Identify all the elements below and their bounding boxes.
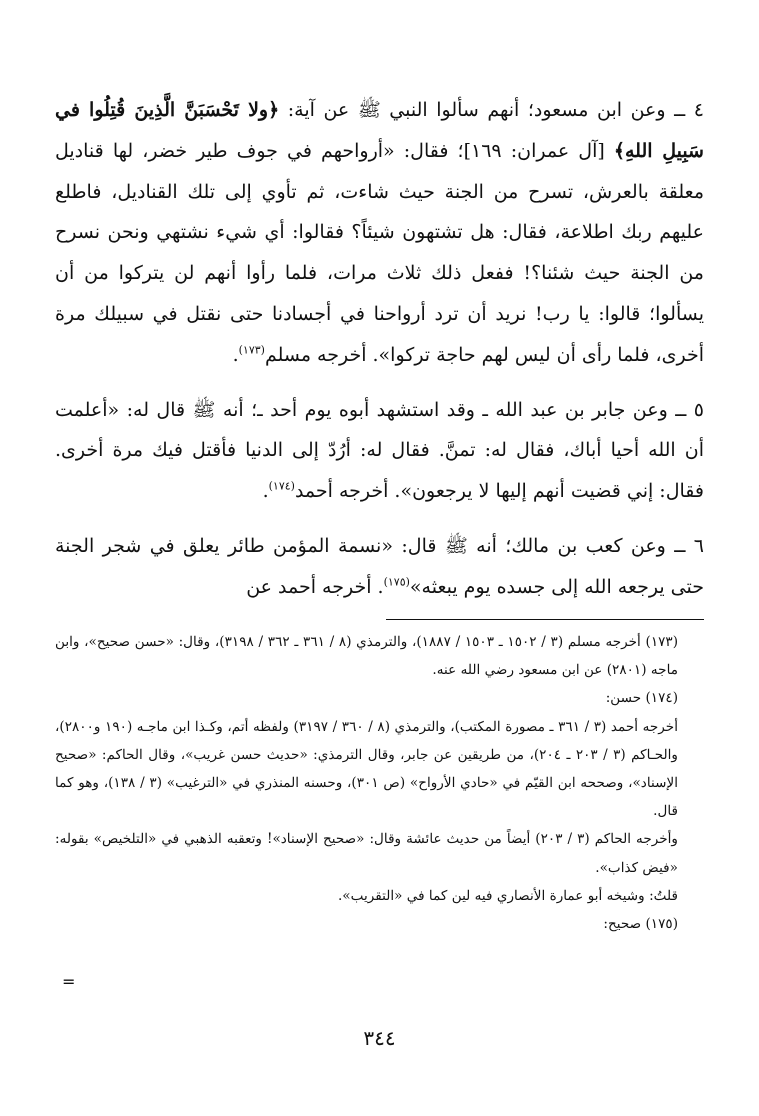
hadith-4-end: . <box>232 343 239 366</box>
main-text <box>55 90 704 608</box>
hadith-6-text: ٦ ــ وعن كعب بن مالك؛ أنه ﷺ قال: «نسمة المؤمن طائر يعلق في شجر الجنة حتى يرجعه الله إلى جسده يوم يبعثه» <box>55 534 704 598</box>
footnote-ref-175: (١٧٥) <box>383 575 410 589</box>
page-number: ٣٤٤ <box>363 1026 396 1050</box>
hadith-6 <box>55 526 704 608</box>
hadith-4 <box>55 90 704 376</box>
continuation-mark: = <box>62 972 76 991</box>
hadith-5-text: ٥ ــ وعن جابر بن عبد الله ـ وقد استشهد أبوه يوم أحد ـ؛ أنه ﷺ قال له: «أعلمت أن الله أحيا أباك، فقال له: تمنَّ. فقال له: أرُدّ إلى الدنيا فأقتل فيك مرة أخرى. فقال: إني قضيت أنهم إليها لا يرجعون». أخرجه أحمد <box>55 398 704 503</box>
quran-verse: ﴿ولا تَحْسَبَنَّ الَّذِينَ قُتِلُوا في سَبِيلِ اللهِ﴾ <box>55 99 704 162</box>
footnote-175-heading: (١٧٥) صحيح: <box>603 916 678 933</box>
footnote-173: (١٧٣) أخرجه مسلم (٣ / ١٥٠٢ ـ ١٥٠٣ / ١٨٨٧)، والترمذي (٨ / ٣٦١ ـ ٣٦٢ / ٣١٩٨)، وقال: «حسن صحيح»، وابن ماجه (٢٨٠١) عن ابن مسعود رضي الله عنه. <box>55 634 679 679</box>
footnotes <box>55 628 704 938</box>
hadith-6-rest: . أخرجه أحمد عن <box>246 575 384 598</box>
footnote-ref-174: (١٧٤) <box>268 479 295 493</box>
footnote-174-note: قلتُ: وشيخه أبو عمارة الأنصاري فيه لين كما في «التقريب». <box>337 887 678 904</box>
hadith-4-intro: ٤ ــ وعن ابن مسعود؛ أنهم سألوا النبي ﷺ عن آية: <box>279 99 704 121</box>
hadith-5-end: . <box>262 480 269 503</box>
footnote-separator <box>386 619 704 620</box>
footnote-ref-173: (١٧٣) <box>238 343 265 357</box>
hadith-5 <box>55 390 704 512</box>
footnote-174-heading: (١٧٤) حسن: <box>605 690 678 707</box>
footnote-174-body: أخرجه أحمد (٣ / ٣٦١ ـ مصورة المكتب)، والترمذي (٨ / ٣٦٠ / ٣١٩٧) ولفظه أتم، وكـذا ابن ماجـه (١٩٠ و٢٨٠٠)، والحـاكم (٣ / ٢٠٣ ـ ٢٠٤)، من طريقين عن جابر، وقال الترمذي: «حديث حسن غريب»، وقال الحاكم: «صحيح الإسناد»، وصححه ابن القيّم في «حادي الأرواح» (ص ٣٠١)، وحسنه المنذري في «الترغيب» (٣ / ١٣٨)، وهو كما قال. <box>55 718 679 820</box>
hadith-4-text: [آل عمران: ١٦٩]؛ فقال: «أرواحهم في جوف طير خضر، لها قناديل معلقة بالعرش، تسرح من الجنة حيث شاءت، ثم تأوي إلى تلك القناديل، فاطلع عليهم ربك اطلاعة، فقال: هل تشتهون شيئاً؟ فقالوا: أي شيء نشتهي ونحن نسرح من الجنة حيث شئنا؟! ففعل ذلك ثلاث مرات، فلما رأوا أنهم لن يتركوا من أن يسألوا؛ قالوا: يا رب! نريد أن ترد أرواحنا في أجسادنا حتى نقتل في سبيلك مرة أخرى، فلما رأى أن ليس لهم حاجة تركوا». أخرجه مسلم <box>55 139 704 366</box>
footnote-174-extra: وأخرجه الحاكم (٣ / ٢٠٣) أيضاً من حديث عائشة وقال: «صحيح الإسناد»! وتعقبه الذهبي في «التلخيص» بقوله: «فيض كذاب». <box>55 831 678 876</box>
